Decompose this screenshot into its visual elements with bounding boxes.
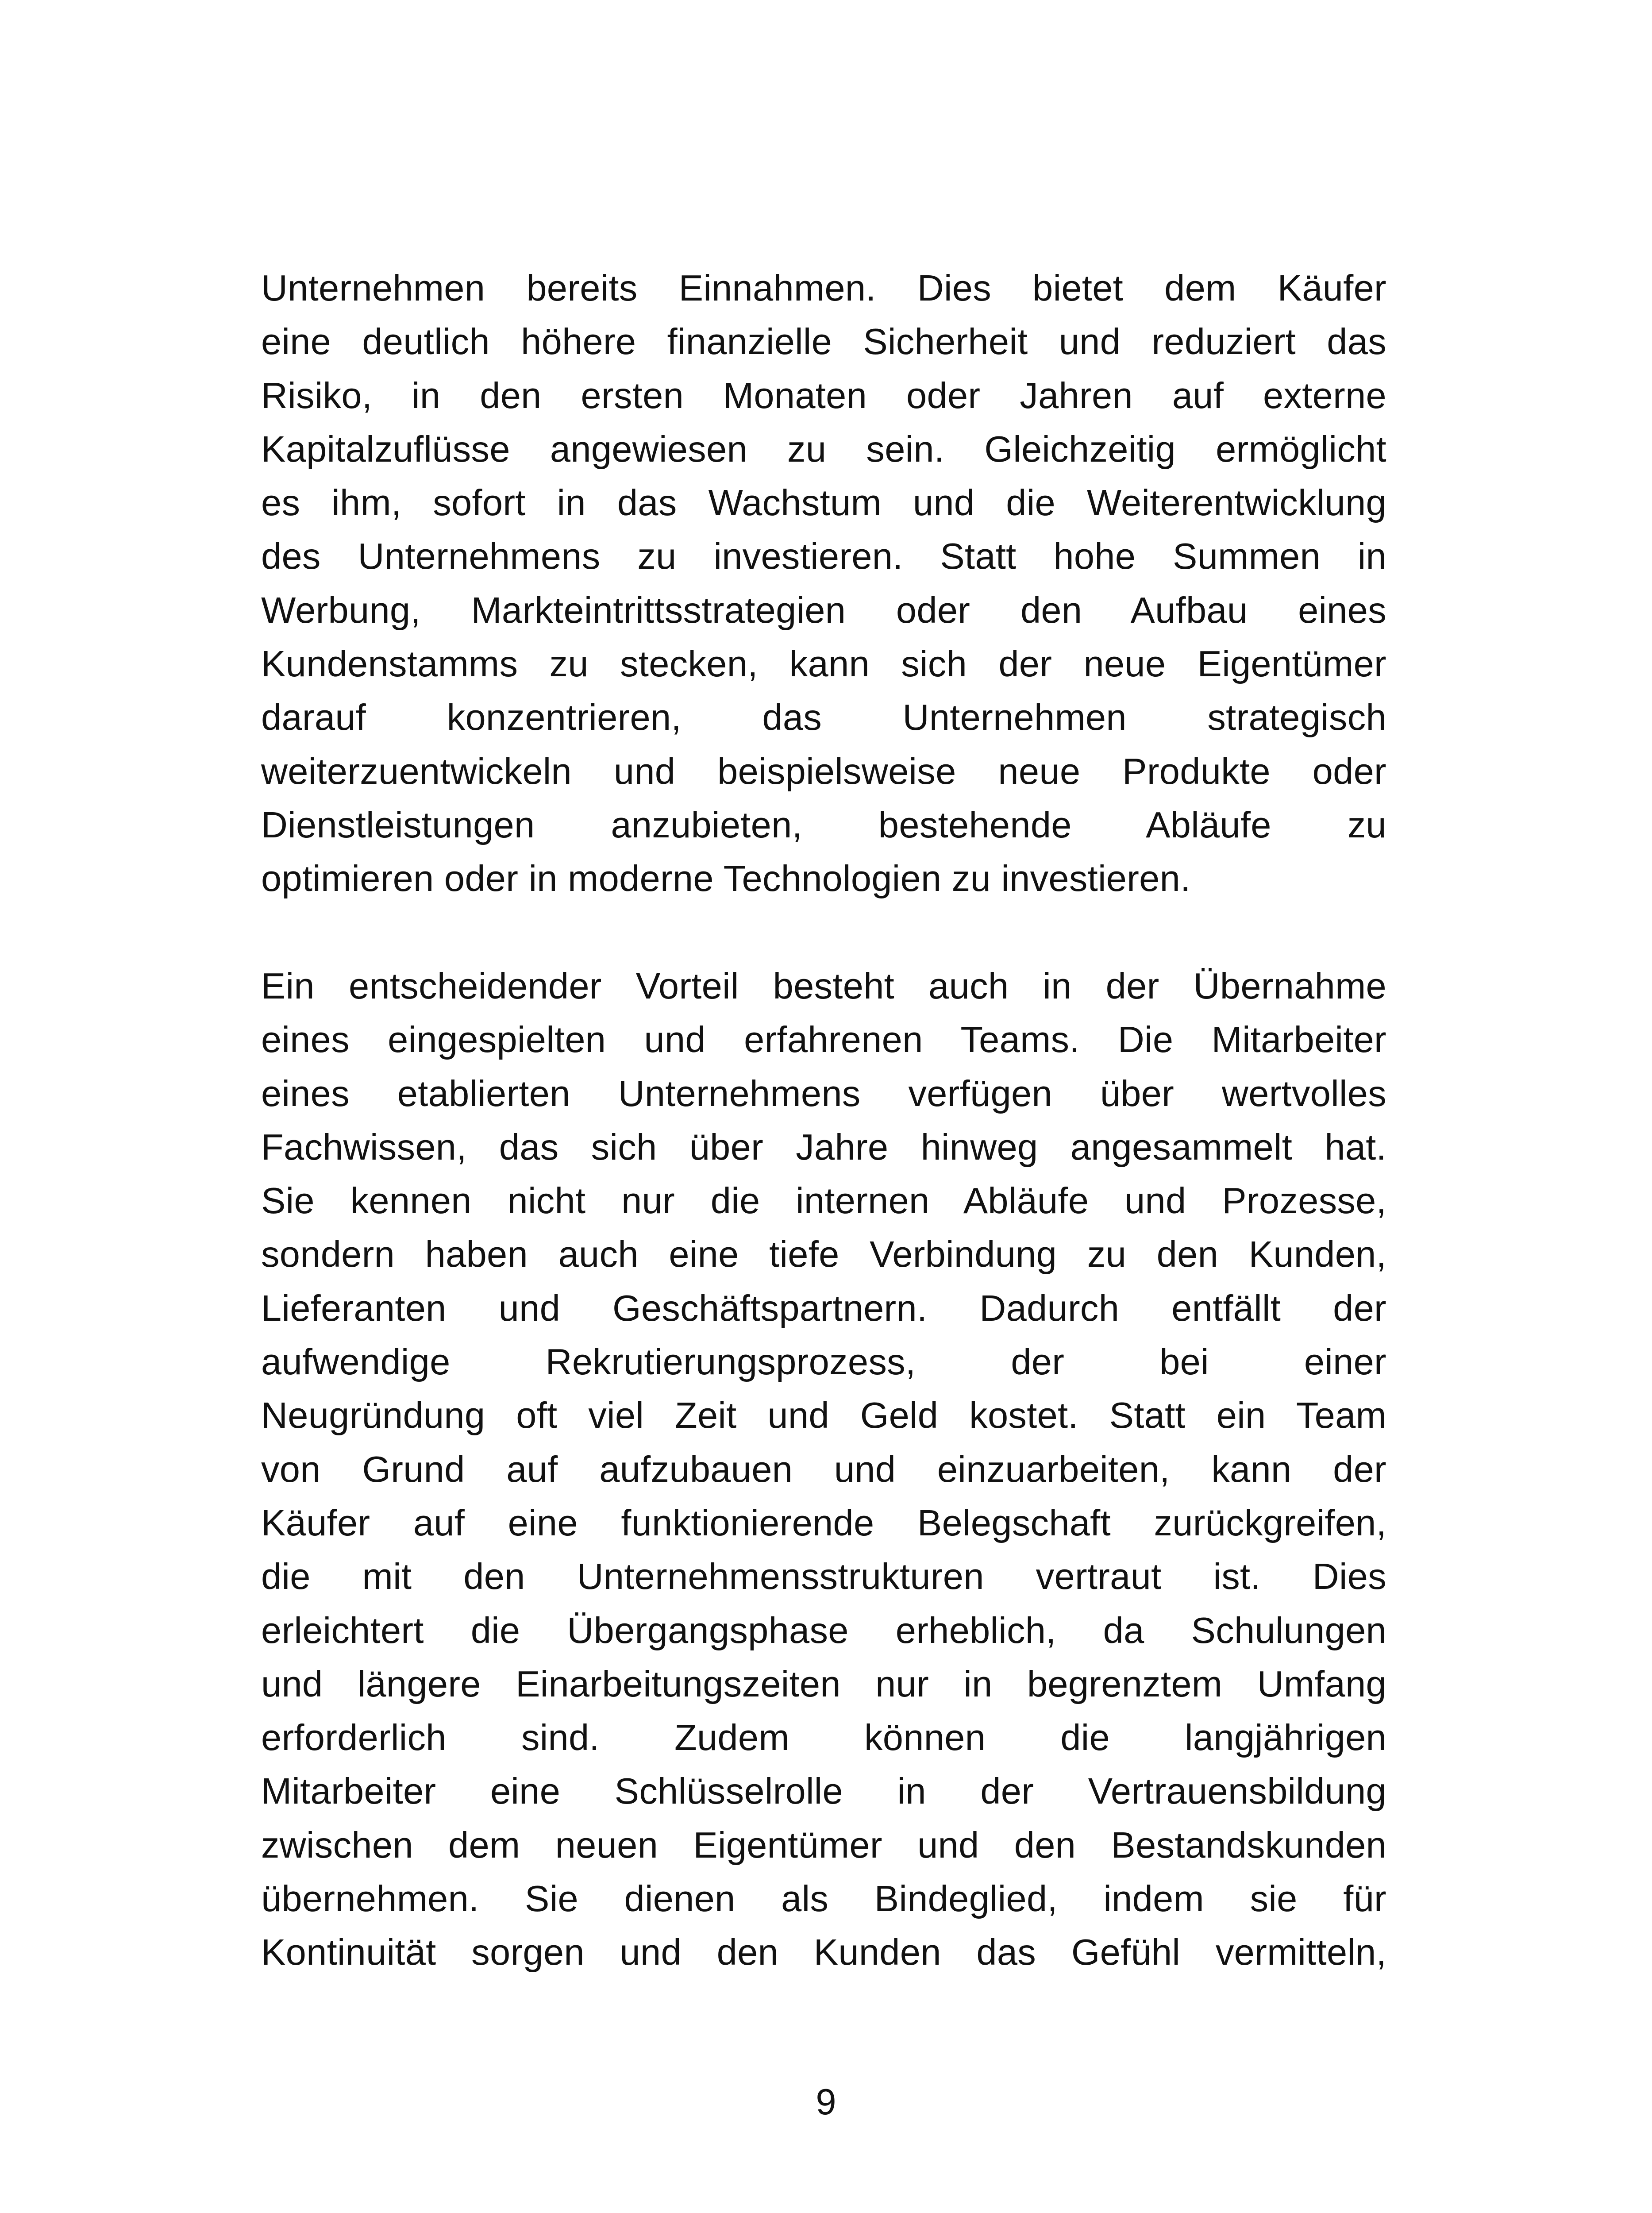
paragraph-line: erforderlich sind. Zudem können die langjährigen: [261, 1717, 1386, 1758]
paragraph-line: sondern haben auch eine tiefe Verbindung zu den Kunden,: [261, 1234, 1386, 1275]
paragraph-line: Käufer auf eine funktionierende Belegschaft zurückgreifen,: [261, 1502, 1386, 1543]
paragraph-line: optimieren oder in moderne Technologien zu investieren.: [261, 858, 1191, 899]
paragraph-line: es ihm, sofort in das Wachstum und die Weiterentwicklung: [261, 482, 1386, 524]
paragraph-line: Werbung, Markteintrittsstrategien oder den Aufbau eines: [261, 589, 1386, 631]
paragraph-line: Unternehmen bereits Einnahmen. Dies bietet dem Käufer: [261, 267, 1386, 308]
paragraph-line: Mitarbeiter eine Schlüsselrolle in der Vertrauensbildung: [261, 1770, 1386, 1812]
paragraph-line: erleichtert die Übergangsphase erheblich, da Schulungen: [261, 1609, 1386, 1651]
paragraph-line: des Unternehmens zu investieren. Statt hohe Summen in: [261, 536, 1386, 577]
paragraph-2: [261, 959, 1386, 1979]
paragraph-line: eines eingespielten und erfahrenen Teams. Die Mitarbeiter: [261, 1019, 1386, 1060]
paragraph-line: aufwendige Rekrutierungsprozess, der bei einer: [261, 1341, 1386, 1383]
paragraph-line: Kundenstamms zu stecken, kann sich der neue Eigentümer: [261, 643, 1386, 685]
paragraph-line: weiterzuentwickeln und beispielsweise neue Produkte oder: [261, 750, 1386, 792]
paragraph-line: Lieferanten und Geschäftspartnern. Dadurch entfällt der: [261, 1287, 1386, 1329]
paragraph-line: Dienstleistungen anzubieten, bestehende Abläufe zu: [261, 804, 1386, 845]
paragraph-line: darauf konzentrieren, das Unternehmen strategisch: [261, 697, 1386, 738]
paragraph-line: übernehmen. Sie dienen als Bindeglied, indem sie für: [261, 1878, 1386, 1920]
paragraph-line: Risiko, in den ersten Monaten oder Jahren auf externe: [261, 374, 1386, 416]
paragraph-line: eines etablierten Unternehmens verfügen über wertvolles: [261, 1072, 1386, 1114]
paragraph-line: und längere Einarbeitungszeiten nur in begrenztem Umfang: [261, 1663, 1386, 1704]
paragraph-line: Kapitalzuflüsse angewiesen zu sein. Gleichzeitig ermöglicht: [261, 428, 1386, 470]
paragraph-line: Sie kennen nicht nur die internen Abläufe und Prozesse,: [261, 1180, 1386, 1222]
paragraph-line: die mit den Unternehmensstrukturen vertraut ist. Dies: [261, 1556, 1386, 1597]
paragraph-line: Neugründung oft viel Zeit und Geld kostet. Statt ein Team: [261, 1395, 1386, 1436]
paragraph-line: eine deutlich höhere finanzielle Sicherheit und reduziert das: [261, 321, 1386, 362]
paragraph-line: zwischen dem neuen Eigentümer und den Bestandskunden: [261, 1824, 1386, 1866]
paragraph-line: Fachwissen, das sich über Jahre hinweg angesammelt hat.: [261, 1126, 1386, 1168]
paragraph-line: Ein entscheidender Vorteil besteht auch in der Übernahme: [261, 965, 1386, 1006]
page-number: 9: [816, 2081, 836, 2122]
paragraph-line: Kontinuität sorgen und den Kunden das Gefühl vermitteln,: [261, 1932, 1386, 1973]
paragraph-1: [261, 261, 1386, 906]
paragraph-line: von Grund auf aufzubauen und einzuarbeiten, kann der: [261, 1448, 1386, 1490]
